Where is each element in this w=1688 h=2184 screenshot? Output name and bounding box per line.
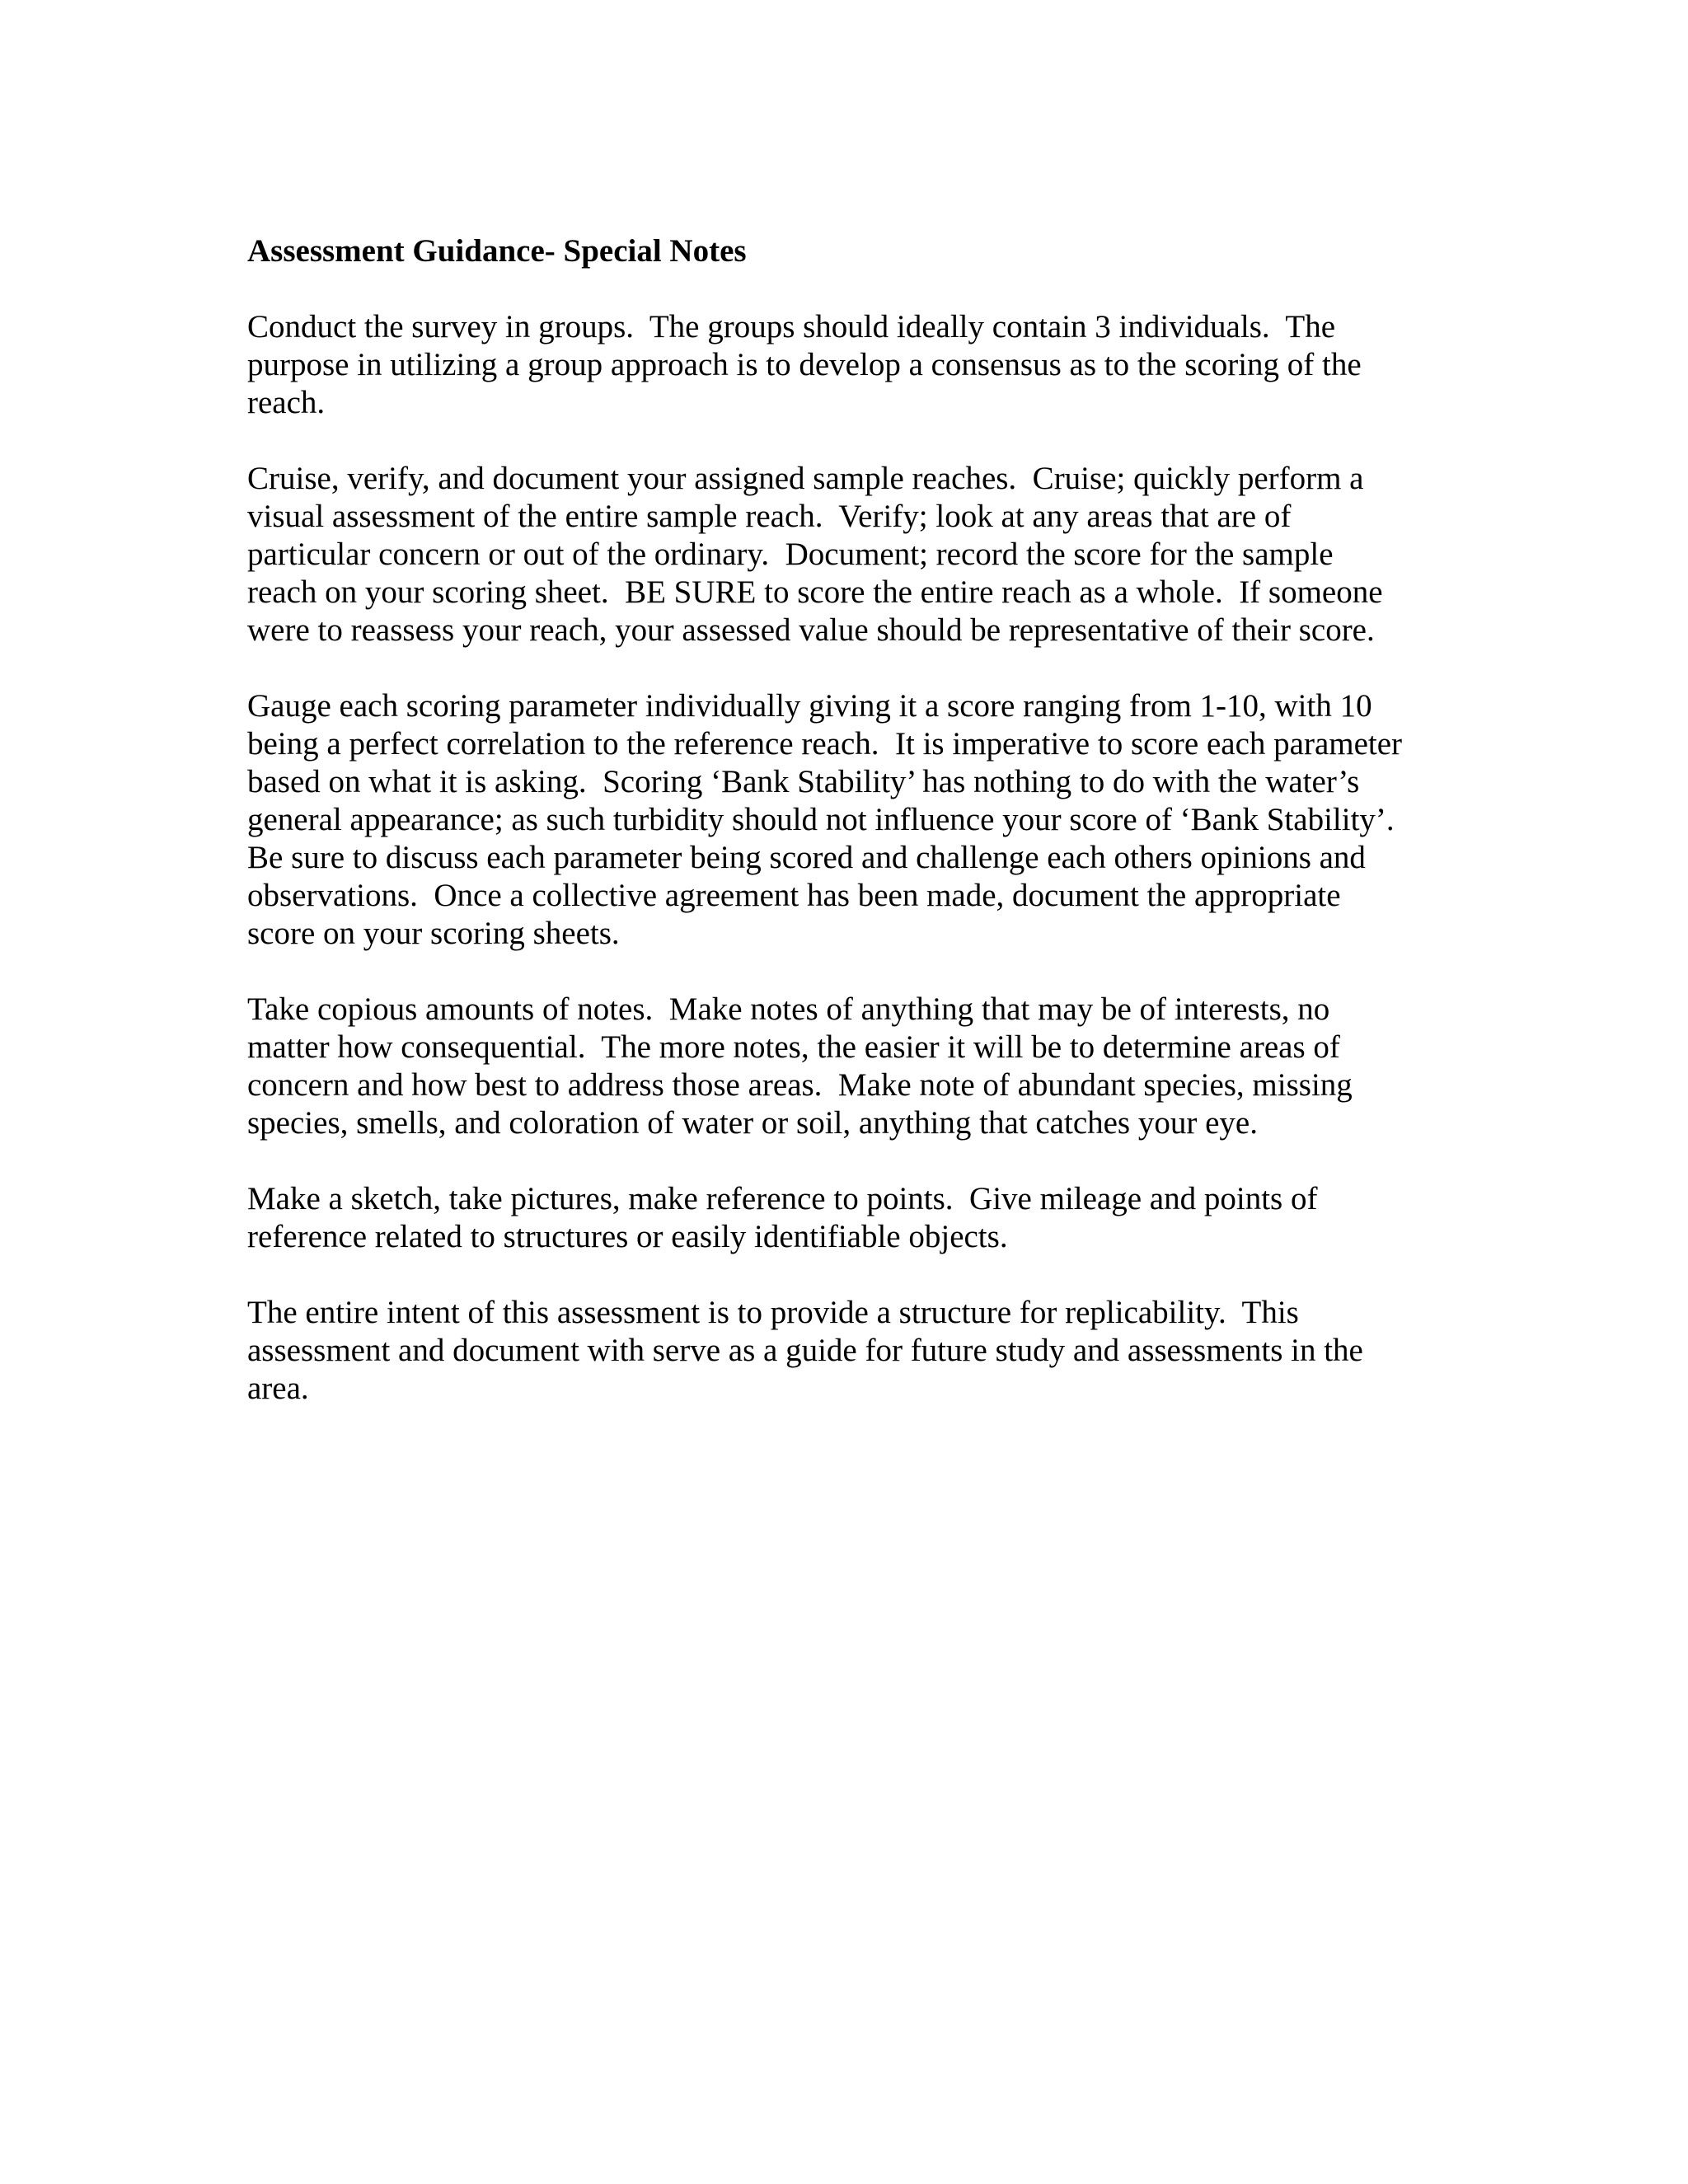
paragraph-line: visual assessment of the entire sample reach. Verify; look at any areas that are of bbox=[247, 499, 1292, 534]
paragraph-line: Conduct the survey in groups. The groups should ideally contain 3 individuals. The bbox=[247, 309, 1336, 344]
paragraph-line: reach. bbox=[247, 385, 326, 420]
paragraph-line: matter how consequential. The more notes, the easier it will be to determine areas of bbox=[247, 1029, 1340, 1065]
paragraph-line: observations. Once a collective agreement has been made, document the appropriate bbox=[247, 878, 1341, 913]
document-heading: Assessment Guidance- Special Notes bbox=[247, 233, 747, 269]
paragraph-intent bbox=[247, 1294, 1451, 1408]
paragraph-line: Cruise, verify, and document your assigned sample reaches. Cruise; quickly perform a bbox=[247, 461, 1364, 496]
paragraph-scoring-parameters bbox=[247, 687, 1451, 953]
paragraph-group-survey bbox=[247, 308, 1451, 422]
paragraph-line: score on your scoring sheets. bbox=[247, 916, 620, 951]
paragraph-line: Take copious amounts of notes. Make notes of anything that may be of interests, no bbox=[247, 991, 1330, 1027]
paragraph-line: reach on your scoring sheet. BE SURE to score the entire reach as a whole. If someone bbox=[247, 574, 1383, 610]
paragraph-line: assessment and document with serve as a guide for future study and assessments in the bbox=[247, 1333, 1363, 1368]
paragraph-cruise-verify-document bbox=[247, 460, 1451, 649]
paragraph-line: Make a sketch, take pictures, make reference to points. Give mileage and points of bbox=[247, 1181, 1318, 1216]
paragraph-line: based on what it is asking. Scoring ‘Bank Stability’ has nothing to do with the water’s bbox=[247, 764, 1360, 799]
paragraph-sketch-pictures bbox=[247, 1180, 1451, 1256]
paragraph-line: The entire intent of this assessment is to provide a structure for replicability. This bbox=[247, 1295, 1299, 1330]
paragraph-line: particular concern or out of the ordinary. Document; record the score for the sample bbox=[247, 537, 1334, 572]
document-body bbox=[247, 232, 1451, 1446]
paragraph-line: area. bbox=[247, 1371, 309, 1406]
paragraph-line: Be sure to discuss each parameter being scored and challenge each others opinions and bbox=[247, 840, 1366, 875]
paragraph-line: general appearance; as such turbidity should not influence your score of ‘Bank Stability’. bbox=[247, 802, 1395, 837]
paragraph-line: Gauge each scoring parameter individually giving it a score ranging from 1-10, with 10 bbox=[247, 688, 1372, 724]
paragraph-line: were to reassess your reach, your assessed value should be representative of their score. bbox=[247, 612, 1375, 648]
paragraph-notes bbox=[247, 991, 1451, 1142]
paragraph-line: species, smells, and coloration of water or soil, anything that catches your eye. bbox=[247, 1105, 1258, 1141]
paragraph-line: purpose in utilizing a group approach is to develop a consensus as to the scoring of the bbox=[247, 347, 1362, 382]
paragraph-line: being a perfect correlation to the reference reach. It is imperative to score each parameter bbox=[247, 726, 1403, 762]
paragraph-line: reference related to structures or easily identifiable objects. bbox=[247, 1219, 1008, 1254]
paragraph-line: concern and how best to address those areas. Make note of abundant species, missing bbox=[247, 1067, 1353, 1103]
